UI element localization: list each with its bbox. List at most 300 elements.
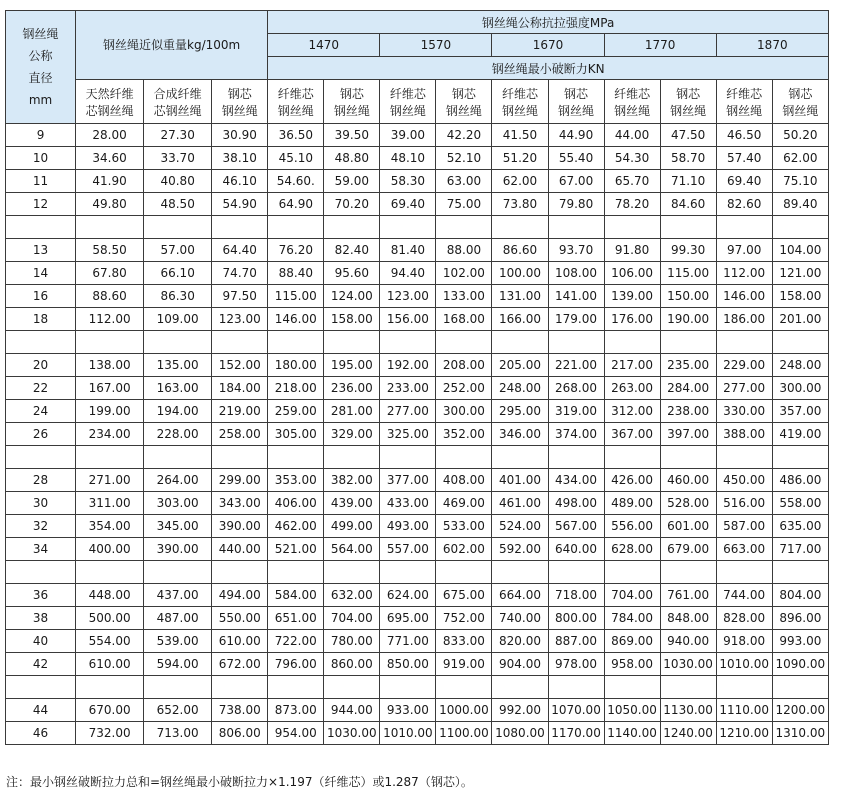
value-cell: 1100.00 [436, 722, 492, 745]
col-label: 钢芯 [564, 86, 589, 101]
grade-header: 1870 [716, 34, 828, 57]
value-cell: 88.40 [268, 262, 324, 285]
value-cell: 139.00 [604, 285, 660, 308]
value-cell: 390.00 [144, 538, 212, 561]
value-cell: 199.00 [76, 400, 144, 423]
diameter-cell: 14 [6, 262, 76, 285]
value-cell: 67.00 [548, 170, 604, 193]
value-cell: 401.00 [492, 469, 548, 492]
value-cell: 460.00 [660, 469, 716, 492]
value-cell: 82.40 [324, 239, 380, 262]
empty-cell [380, 331, 436, 354]
empty-cell [548, 331, 604, 354]
col-label: 钢丝绳 [726, 103, 763, 118]
force-col-steel-core [324, 80, 380, 124]
value-cell: 558.00 [772, 492, 828, 515]
value-cell: 81.40 [380, 239, 436, 262]
wire-rope-spec-table [5, 10, 829, 745]
table-row [6, 653, 829, 676]
value-cell: 521.00 [268, 538, 324, 561]
footnote: 注：最小钢丝破断拉力总和=钢丝绳最小破断拉力×1.197（纤维芯）或1.287（钢芯）。 [6, 775, 473, 789]
value-cell: 252.00 [436, 377, 492, 400]
empty-cell [76, 216, 144, 239]
value-cell: 784.00 [604, 607, 660, 630]
value-cell: 46.10 [212, 170, 268, 193]
force-col-fiber-core [604, 80, 660, 124]
value-cell: 377.00 [380, 469, 436, 492]
value-cell: 100.00 [492, 262, 548, 285]
value-cell: 217.00 [604, 354, 660, 377]
value-cell: 205.00 [492, 354, 548, 377]
value-cell: 550.00 [212, 607, 268, 630]
value-cell: 635.00 [772, 515, 828, 538]
empty-cell [772, 561, 828, 584]
empty-cell [212, 446, 268, 469]
value-cell: 180.00 [268, 354, 324, 377]
value-cell: 123.00 [212, 308, 268, 331]
value-cell: 42.20 [436, 124, 492, 147]
value-cell: 651.00 [268, 607, 324, 630]
value-cell: 343.00 [212, 492, 268, 515]
col-label: 钢丝绳 [277, 103, 314, 118]
empty-cell [76, 446, 144, 469]
diameter-cell: 40 [6, 630, 76, 653]
value-cell: 51.20 [492, 147, 548, 170]
empty-cell [492, 331, 548, 354]
value-cell: 63.00 [436, 170, 492, 193]
value-cell: 528.00 [660, 492, 716, 515]
value-cell: 152.00 [212, 354, 268, 377]
mass-col-natural-fiber [76, 80, 144, 124]
table-row [6, 308, 829, 331]
value-cell: 652.00 [144, 699, 212, 722]
empty-cell [604, 676, 660, 699]
force-col-steel-core [660, 80, 716, 124]
value-cell: 50.20 [772, 124, 828, 147]
force-col-fiber-core [716, 80, 772, 124]
grade-header: 1470 [268, 34, 380, 57]
value-cell: 374.00 [548, 423, 604, 446]
value-cell: 1070.00 [548, 699, 604, 722]
value-cell: 99.30 [660, 239, 716, 262]
empty-cell [772, 331, 828, 354]
value-cell: 39.50 [324, 124, 380, 147]
diameter-header-line: 公称 [28, 49, 53, 63]
empty-cell [144, 561, 212, 584]
value-cell: 91.80 [604, 239, 660, 262]
value-cell: 300.00 [772, 377, 828, 400]
value-cell: 610.00 [212, 630, 268, 653]
empty-cell [268, 676, 324, 699]
value-cell: 887.00 [548, 630, 604, 653]
value-cell: 62.00 [492, 170, 548, 193]
value-cell: 382.00 [324, 469, 380, 492]
value-cell: 95.60 [324, 262, 380, 285]
value-cell: 713.00 [144, 722, 212, 745]
value-cell: 397.00 [660, 423, 716, 446]
table-row [6, 124, 829, 147]
empty-cell [492, 446, 548, 469]
empty-cell [604, 446, 660, 469]
table-row [6, 423, 829, 446]
value-cell: 49.80 [76, 193, 144, 216]
value-cell: 761.00 [660, 584, 716, 607]
value-cell: 104.00 [772, 239, 828, 262]
value-cell: 602.00 [436, 538, 492, 561]
value-cell: 993.00 [772, 630, 828, 653]
value-cell: 238.00 [660, 400, 716, 423]
diameter-cell: 28 [6, 469, 76, 492]
empty-cell [76, 331, 144, 354]
value-cell: 567.00 [548, 515, 604, 538]
value-cell: 228.00 [144, 423, 212, 446]
col-label: 钢丝绳 [389, 103, 426, 118]
empty-cell [492, 216, 548, 239]
value-cell: 58.30 [380, 170, 436, 193]
value-cell: 1090.00 [772, 653, 828, 676]
value-cell: 194.00 [144, 400, 212, 423]
spacer-row [6, 331, 829, 354]
value-cell: 353.00 [268, 469, 324, 492]
value-cell: 28.00 [76, 124, 144, 147]
empty-cell [6, 561, 76, 584]
value-cell: 86.60 [492, 239, 548, 262]
diameter-cell: 16 [6, 285, 76, 308]
value-cell: 1110.00 [716, 699, 772, 722]
table-row [6, 147, 829, 170]
value-cell: 74.70 [212, 262, 268, 285]
value-cell: 48.80 [324, 147, 380, 170]
table-row [6, 607, 829, 630]
col-label: 钢芯 [339, 86, 364, 101]
value-cell: 1140.00 [604, 722, 660, 745]
value-cell: 539.00 [144, 630, 212, 653]
empty-cell [772, 216, 828, 239]
value-cell: 235.00 [660, 354, 716, 377]
value-cell: 150.00 [660, 285, 716, 308]
value-cell: 258.00 [212, 423, 268, 446]
table-row [6, 515, 829, 538]
empty-cell [268, 446, 324, 469]
value-cell: 39.00 [380, 124, 436, 147]
empty-cell [380, 561, 436, 584]
empty-cell [76, 561, 144, 584]
diameter-header-line: mm [28, 93, 53, 107]
value-cell: 75.00 [436, 193, 492, 216]
value-cell: 76.20 [268, 239, 324, 262]
value-cell: 494.00 [212, 584, 268, 607]
value-cell: 312.00 [604, 400, 660, 423]
empty-cell [492, 676, 548, 699]
value-cell: 718.00 [548, 584, 604, 607]
value-cell: 233.00 [380, 377, 436, 400]
value-cell: 57.00 [144, 239, 212, 262]
empty-cell [76, 676, 144, 699]
empty-cell [716, 561, 772, 584]
diameter-cell: 20 [6, 354, 76, 377]
value-cell: 325.00 [380, 423, 436, 446]
value-cell: 869.00 [604, 630, 660, 653]
empty-cell [6, 216, 76, 239]
value-cell: 54.30 [604, 147, 660, 170]
value-cell: 695.00 [380, 607, 436, 630]
value-cell: 264.00 [144, 469, 212, 492]
diameter-cell: 10 [6, 147, 76, 170]
value-cell: 69.40 [716, 170, 772, 193]
value-cell: 64.40 [212, 239, 268, 262]
value-cell: 1010.00 [716, 653, 772, 676]
table-body [6, 124, 829, 745]
value-cell: 408.00 [436, 469, 492, 492]
empty-cell [548, 561, 604, 584]
value-cell: 919.00 [436, 653, 492, 676]
empty-cell [324, 561, 380, 584]
value-cell: 704.00 [604, 584, 660, 607]
empty-cell [772, 446, 828, 469]
value-cell: 524.00 [492, 515, 548, 538]
empty-cell [212, 216, 268, 239]
table-row [6, 699, 829, 722]
value-cell: 281.00 [324, 400, 380, 423]
value-cell: 311.00 [76, 492, 144, 515]
value-cell: 59.00 [324, 170, 380, 193]
diameter-cell: 24 [6, 400, 76, 423]
force-col-steel-core [772, 80, 828, 124]
empty-cell [548, 676, 604, 699]
value-cell: 259.00 [268, 400, 324, 423]
value-cell: 299.00 [212, 469, 268, 492]
value-cell: 300.00 [436, 400, 492, 423]
value-cell: 108.00 [548, 262, 604, 285]
empty-cell [772, 676, 828, 699]
value-cell: 54.60. [268, 170, 324, 193]
value-cell: 944.00 [324, 699, 380, 722]
empty-cell [144, 446, 212, 469]
value-cell: 84.60 [660, 193, 716, 216]
diameter-cell: 18 [6, 308, 76, 331]
value-cell: 796.00 [268, 653, 324, 676]
empty-cell [380, 446, 436, 469]
value-cell: 46.50 [716, 124, 772, 147]
value-cell: 594.00 [144, 653, 212, 676]
value-cell: 64.90 [268, 193, 324, 216]
value-cell: 732.00 [76, 722, 144, 745]
value-cell: 498.00 [548, 492, 604, 515]
value-cell: 263.00 [604, 377, 660, 400]
value-cell: 592.00 [492, 538, 548, 561]
value-cell: 88.60 [76, 285, 144, 308]
value-cell: 78.20 [604, 193, 660, 216]
value-cell: 58.70 [660, 147, 716, 170]
table-row [6, 285, 829, 308]
break-force-header: 钢丝绳最小破断力KN [268, 57, 829, 80]
value-cell: 679.00 [660, 538, 716, 561]
value-cell: 400.00 [76, 538, 144, 561]
value-cell: 610.00 [76, 653, 144, 676]
table-row [6, 400, 829, 423]
table-row [6, 354, 829, 377]
diameter-header-line: 钢丝绳 [22, 27, 59, 41]
col-label: 钢丝绳 [221, 103, 258, 118]
empty-cell [436, 676, 492, 699]
empty-cell [268, 216, 324, 239]
col-label: 纤维芯 [726, 86, 763, 101]
diameter-cell: 32 [6, 515, 76, 538]
value-cell: 1010.00 [380, 722, 436, 745]
value-cell: 1030.00 [324, 722, 380, 745]
force-col-fiber-core [492, 80, 548, 124]
diameter-cell: 9 [6, 124, 76, 147]
value-cell: 330.00 [716, 400, 772, 423]
value-cell: 584.00 [268, 584, 324, 607]
value-cell: 168.00 [436, 308, 492, 331]
value-cell: 352.00 [436, 423, 492, 446]
table-row [6, 722, 829, 745]
value-cell: 406.00 [268, 492, 324, 515]
value-cell: 462.00 [268, 515, 324, 538]
spacer-row [6, 446, 829, 469]
value-cell: 329.00 [324, 423, 380, 446]
value-cell: 184.00 [212, 377, 268, 400]
grade-header: 1670 [492, 34, 604, 57]
empty-cell [604, 216, 660, 239]
value-cell: 86.30 [144, 285, 212, 308]
value-cell: 354.00 [76, 515, 144, 538]
spacer-row [6, 561, 829, 584]
value-cell: 131.00 [492, 285, 548, 308]
value-cell: 44.90 [548, 124, 604, 147]
empty-cell [660, 676, 716, 699]
value-cell: 89.40 [772, 193, 828, 216]
value-cell: 41.50 [492, 124, 548, 147]
diameter-cell: 34 [6, 538, 76, 561]
value-cell: 469.00 [436, 492, 492, 515]
value-cell: 124.00 [324, 285, 380, 308]
value-cell: 556.00 [604, 515, 660, 538]
value-cell: 30.90 [212, 124, 268, 147]
value-cell: 163.00 [144, 377, 212, 400]
diameter-cell: 13 [6, 239, 76, 262]
value-cell: 94.40 [380, 262, 436, 285]
empty-cell [6, 676, 76, 699]
empty-cell [212, 331, 268, 354]
value-cell: 587.00 [716, 515, 772, 538]
value-cell: 106.00 [604, 262, 660, 285]
value-cell: 828.00 [716, 607, 772, 630]
spacer-row [6, 676, 829, 699]
value-cell: 450.00 [716, 469, 772, 492]
value-cell: 55.40 [548, 147, 604, 170]
value-cell: 167.00 [76, 377, 144, 400]
value-cell: 640.00 [548, 538, 604, 561]
value-cell: 208.00 [436, 354, 492, 377]
empty-cell [660, 331, 716, 354]
value-cell: 70.20 [324, 193, 380, 216]
value-cell: 663.00 [716, 538, 772, 561]
value-cell: 806.00 [212, 722, 268, 745]
value-cell: 69.40 [380, 193, 436, 216]
value-cell: 97.50 [212, 285, 268, 308]
empty-cell [436, 446, 492, 469]
empty-cell [548, 446, 604, 469]
value-cell: 486.00 [772, 469, 828, 492]
value-cell: 554.00 [76, 630, 144, 653]
value-cell: 1210.00 [716, 722, 772, 745]
value-cell: 305.00 [268, 423, 324, 446]
value-cell: 670.00 [76, 699, 144, 722]
value-cell: 780.00 [324, 630, 380, 653]
col-label: 钢丝绳 [501, 103, 538, 118]
value-cell: 873.00 [268, 699, 324, 722]
value-cell: 933.00 [380, 699, 436, 722]
empty-cell [324, 676, 380, 699]
value-cell: 277.00 [380, 400, 436, 423]
value-cell: 439.00 [324, 492, 380, 515]
value-cell: 48.10 [380, 147, 436, 170]
value-cell: 135.00 [144, 354, 212, 377]
value-cell: 628.00 [604, 538, 660, 561]
value-cell: 918.00 [716, 630, 772, 653]
col-label: 钢芯 [451, 86, 476, 101]
value-cell: 45.10 [268, 147, 324, 170]
value-cell: 1050.00 [604, 699, 660, 722]
empty-cell [6, 446, 76, 469]
value-cell: 190.00 [660, 308, 716, 331]
mass-header: 钢丝绳近似重量kg/100m [76, 11, 268, 80]
value-cell: 499.00 [324, 515, 380, 538]
empty-cell [380, 216, 436, 239]
value-cell: 978.00 [548, 653, 604, 676]
value-cell: 850.00 [380, 653, 436, 676]
col-label: 钢芯 [227, 86, 252, 101]
value-cell: 1310.00 [772, 722, 828, 745]
empty-cell [324, 446, 380, 469]
table-header [6, 11, 829, 124]
value-cell: 833.00 [436, 630, 492, 653]
table-row [6, 239, 829, 262]
col-label: 钢丝绳 [558, 103, 595, 118]
empty-cell [144, 331, 212, 354]
value-cell: 221.00 [548, 354, 604, 377]
diameter-cell: 11 [6, 170, 76, 193]
value-cell: 487.00 [144, 607, 212, 630]
value-cell: 804.00 [772, 584, 828, 607]
value-cell: 88.00 [436, 239, 492, 262]
col-label: 钢丝绳 [782, 103, 819, 118]
value-cell: 1200.00 [772, 699, 828, 722]
value-cell: 40.80 [144, 170, 212, 193]
value-cell: 601.00 [660, 515, 716, 538]
value-cell: 166.00 [492, 308, 548, 331]
table-row [6, 469, 829, 492]
value-cell: 461.00 [492, 492, 548, 515]
value-cell: 62.00 [772, 147, 828, 170]
value-cell: 176.00 [604, 308, 660, 331]
diameter-cell: 12 [6, 193, 76, 216]
diameter-cell: 30 [6, 492, 76, 515]
value-cell: 388.00 [716, 423, 772, 446]
value-cell: 97.00 [716, 239, 772, 262]
empty-cell [604, 561, 660, 584]
value-cell: 229.00 [716, 354, 772, 377]
value-cell: 65.70 [604, 170, 660, 193]
value-cell: 664.00 [492, 584, 548, 607]
empty-cell [660, 561, 716, 584]
value-cell: 992.00 [492, 699, 548, 722]
col-label: 钢芯 [676, 86, 701, 101]
col-label: 合成纤维 [153, 86, 202, 101]
value-cell: 52.10 [436, 147, 492, 170]
